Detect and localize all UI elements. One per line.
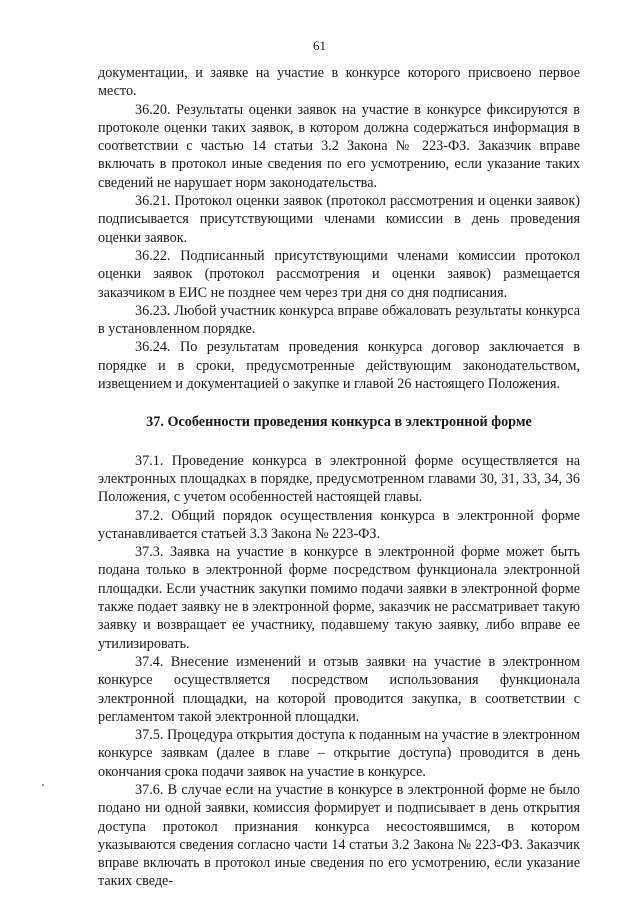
page-number: 61	[313, 38, 326, 53]
paragraph-36-19-end: документации, и заявке на участие в конкурсе которого присвоено первое место.	[98, 65, 580, 100]
paragraph-37-4: 37.4. Внесение изменений и отзыв заявки на участие в электронном конкурсе осуществляется посредством использования функционала электронной площадки, на которой проводится закупка, в соответствии с регламентом такой электронной площадки.	[98, 653, 580, 725]
paragraph-36-22: 36.22. Подписанный присутствующими членами комиссии протокол оценки заявок (протокол рассмотрения и оценки заявок) размещается заказчиком в ЕИС не позднее чем через три дня со дня подписания.	[98, 247, 580, 301]
paragraph-37-3: 37.3. Заявка на участие в конкурсе в электронной форме может быть подана только в электронной форме посредством функционала электронной площадки. Если участник закупки помимо подачи заявки в электронной форме также подает заявку не в электронной форме, заказчик не рассматривает такую заявку и возвращает ее участнику, подавшему такую заявку, либо вправе ее утилизировать.	[98, 544, 580, 652]
paragraph-36-23: 36.23. Любой участник конкурса вправе обжаловать результаты конкурса в установленном порядке.	[98, 302, 580, 338]
paragraph-37-1: 37.1. Проведение конкурса в электронной форме осуществляется на электронных площадках в порядке, предусмотренном главами 30, 31, 33, 34, 36 Положения, с учетом особенностей настоящей главы.	[98, 452, 580, 506]
paragraph-37-5: 37.5. Процедура открытия доступа к поданным на участие в электронном конкурсе заявкам (далее в главе – открытие доступа) проводится в день окончания срока подачи заявок на участие в конкурсе.	[98, 727, 580, 780]
section-heading: 37. Особенности проведения конкурса в электронной форме	[146, 414, 532, 431]
document-body	[98, 64, 580, 891]
paragraph-36-24: 36.24. По результатам проведения конкурса договор заключается в порядке и в сроки, предусмотренные действующим законодательством, извещением и документацией о закупке и главой 26 настоящего Положения.	[98, 339, 580, 393]
scan-speck	[42, 784, 44, 786]
paragraph-37-2: 37.2. Общий порядок осуществления конкурса в электронной форме устанавливается статьей 3.3 Закона № 223-ФЗ.	[98, 507, 580, 542]
paragraph-37-6: 37.6. В случае если на участие в конкурсе в электронной форме не было подано ни одной заявки, комиссия формирует и подписывает в день открытия доступа протокол признания конкурса несостоявшимся, в котором указываются сведения согласно части 14 статьи 3.2 Закона № 223-ФЗ. Заказчик вправе включать в протокол иные сведения по его усмотрению, если указание таких сведе-	[98, 781, 580, 890]
paragraph-36-20: 36.20. Результаты оценки заявок на участие в конкурсе фиксируются в протоколе оценки таких заявок, в котором должна содержаться информация в соответствии с частью 14 статьи 3.2 Закона № 223-ФЗ. Заказчик вправе включать в протокол иные сведения по его усмотрению, если указание таких сведений не нарушает норм законодательства.	[98, 101, 580, 191]
paragraph-36-21: 36.21. Протокол оценки заявок (протокол рассмотрения и оценки заявок) подписывается присутствующими членами комиссии в день проведения оценки заявок.	[98, 193, 580, 246]
